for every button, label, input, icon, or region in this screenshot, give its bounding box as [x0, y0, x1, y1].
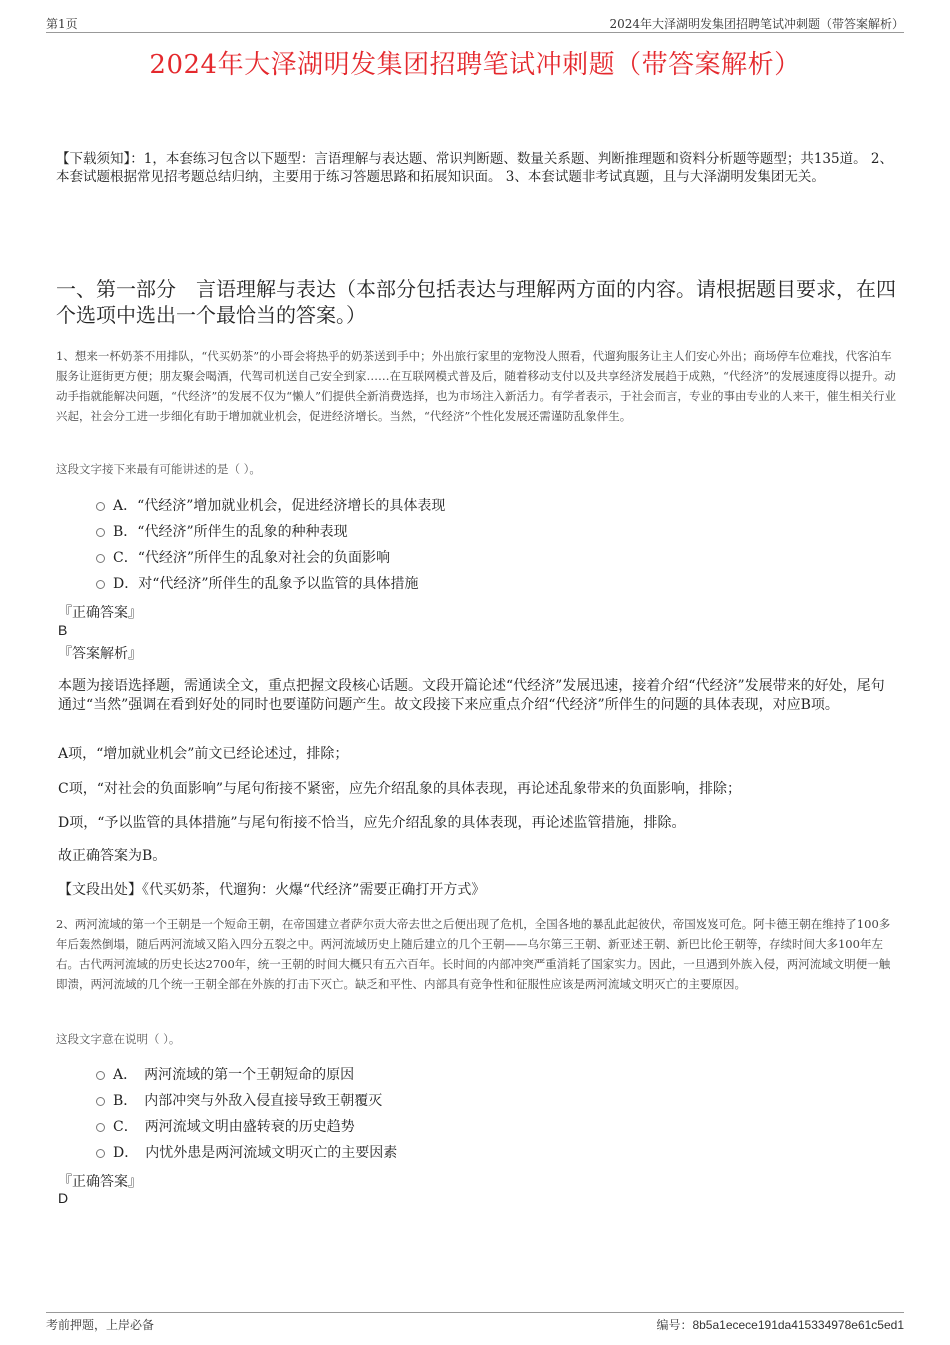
- section-title: 一、第一部分 言语理解与表达（本部分包括表达与理解两方面的内容。请根据题目要求，在四个选项中选出一个最恰当的答案。）: [56, 277, 896, 327]
- question-1-analysis-main: 本题为接语选择题，需通读全文，重点把握文段核心话题。文段开篇论述“代经济”发展迅速，接着介绍“代经济”发展带来的好处，尾句通过“当然”强调在看到好处的同时也要谨防问题产生。故文段接下来应重点介绍“代经济”所伴生的问题的具体表现，对应B项。: [58, 678, 885, 713]
- question-1-text: 1、想来一杯奶茶不用排队，“代买奶茶”的小哥会将热乎的奶茶送到手中；外出旅行家里的宠物没人照看，代遛狗服务让主人们安心外出；商场停车位难找，代客泊车服务让逛街更方便；朋友聚会喝酒，代驾司机送自己安全到家……在互联网模式普及后，随着移动支付以及共享经济发展趋于成熟，“代经济”的发展速度得以提升。动动手指就能解决问题，“代经济”的发展不仅为“懒人”们提供全新消费选择，也为市场注入新活力。有学者表示，于社会而言，专业的事由专业的人来干，催生相关行业兴起，社会分工进一步细化有助于增加就业机会，促进经济增长。当然，“代经济”个性化发展还需谨防乱象伴生。: [56, 349, 897, 423]
- page-header: [46, 14, 904, 33]
- radio-icon[interactable]: [96, 502, 105, 511]
- question-1-analysis-d: D项，“予以监管的具体措施”与尾句衔接不恰当，应先介绍乱象的具体表现，再论述监管措施，排除。: [58, 815, 686, 831]
- question-2-option-a[interactable]: A． 两河流域的第一个王朝短命的原因: [96, 1066, 354, 1084]
- question-2-option-c[interactable]: C． 两河流域文明由盛转衰的历史趋势: [96, 1118, 355, 1136]
- question-1-option-a[interactable]: A．“代经济”增加就业机会，促进经济增长的具体表现: [96, 497, 445, 515]
- question-2-answer: D: [58, 1190, 69, 1206]
- radio-icon[interactable]: [96, 580, 105, 589]
- question-1-source: 【文段出处】《代买奶茶，代遛狗：火爆“代经济”需要正确打开方式》: [58, 882, 486, 898]
- question-1-analysis-a: A项，“增加就业机会”前文已经论述过，排除；: [58, 746, 349, 762]
- radio-icon[interactable]: [96, 528, 105, 537]
- question-1-answer-label: 『正确答案』: [58, 605, 142, 621]
- footer-slogan: 考前押题，上岸必备: [46, 1318, 155, 1332]
- question-2-ask: 这段文字意在说明（ ）。: [56, 1032, 181, 1046]
- question-1-conclusion: 故正确答案为B。: [58, 848, 167, 864]
- question-1-option-b[interactable]: B．“代经济”所伴生的乱象的种种表现: [96, 523, 348, 541]
- question-1-analysis-label: 『答案解析』: [58, 646, 142, 662]
- download-notice: 【下载须知】：1，本套练习包含以下题型：言语理解与表达题、常识判断题、数量关系题、判断推理题和资料分析题等题型；共135道。 2、本套试题根据常见招考题总结归纳，主要用于练习答题思路和拓展知识面。 3、本套试题非考试真题，且与大泽湖明发集团无关。: [56, 151, 893, 185]
- header-doc-title: 2024年大泽湖明发集团招聘笔试冲刺题（带答案解析）: [609, 17, 904, 31]
- question-1-answer: B: [58, 622, 68, 638]
- question-1-analysis-c: C项，“对社会的负面影响”与尾句衔接不紧密，应先介绍乱象的具体表现，再论述乱象带来的负面影响，排除；: [58, 781, 742, 797]
- page-number: 第1页: [46, 17, 78, 31]
- question-1-option-c[interactable]: C．“代经济”所伴生的乱象对社会的负面影响: [96, 549, 390, 567]
- question-2-option-b[interactable]: B． 内部冲突与外敌入侵直接导致王朝覆灭: [96, 1092, 382, 1110]
- question-2-answer-label: 『正确答案』: [58, 1174, 142, 1190]
- radio-icon[interactable]: [96, 1071, 105, 1080]
- question-2-option-d[interactable]: D． 内忧外患是两河流域文明灭亡的主要因素: [96, 1144, 397, 1162]
- radio-icon[interactable]: [96, 1097, 105, 1106]
- radio-icon[interactable]: [96, 554, 105, 563]
- question-1-option-d[interactable]: D．对“代经济”所伴生的乱象予以监管的具体措施: [96, 575, 419, 593]
- page-footer: [46, 1312, 904, 1333]
- radio-icon[interactable]: [96, 1123, 105, 1132]
- radio-icon[interactable]: [96, 1149, 105, 1158]
- question-1-ask: 这段文字接下来最有可能讲述的是（ ）。: [56, 462, 261, 476]
- question-2-text: 2、两河流域的第一个王朝是一个短命王朝，在帝国建立者萨尔贡大帝去世之后便出现了危机，全国各地的暴乱此起彼伏，帝国岌岌可危。阿卡德王朝在维持了100多年后轰然倒塌，随后两河流域又陷入四分五裂之中。两河流域历史上随后建立的几个王朝——乌尔第三王朝、新亚述王朝、新巴比伦王朝等，存续时间大多100年左右。古代两河流域的历史长达2700年，统一王朝的时间大概只有五六百年。长时间的内部冲突严重消耗了国家实力。因此，一旦遇到外族入侵，两河流域文明便一触即溃，两河流域的几个统一王朝全部在外族的打击下灭亡。缺乏和平性、内部具有竞争性和征服性应该是两河流域文明灭亡的主要原因。: [56, 917, 891, 991]
- footer-code: 编号：8b5a1ecece191da415334978e61c5ed1: [656, 1318, 904, 1332]
- page-title: 2024年大泽湖明发集团招聘笔试冲刺题（带答案解析）: [149, 50, 801, 80]
